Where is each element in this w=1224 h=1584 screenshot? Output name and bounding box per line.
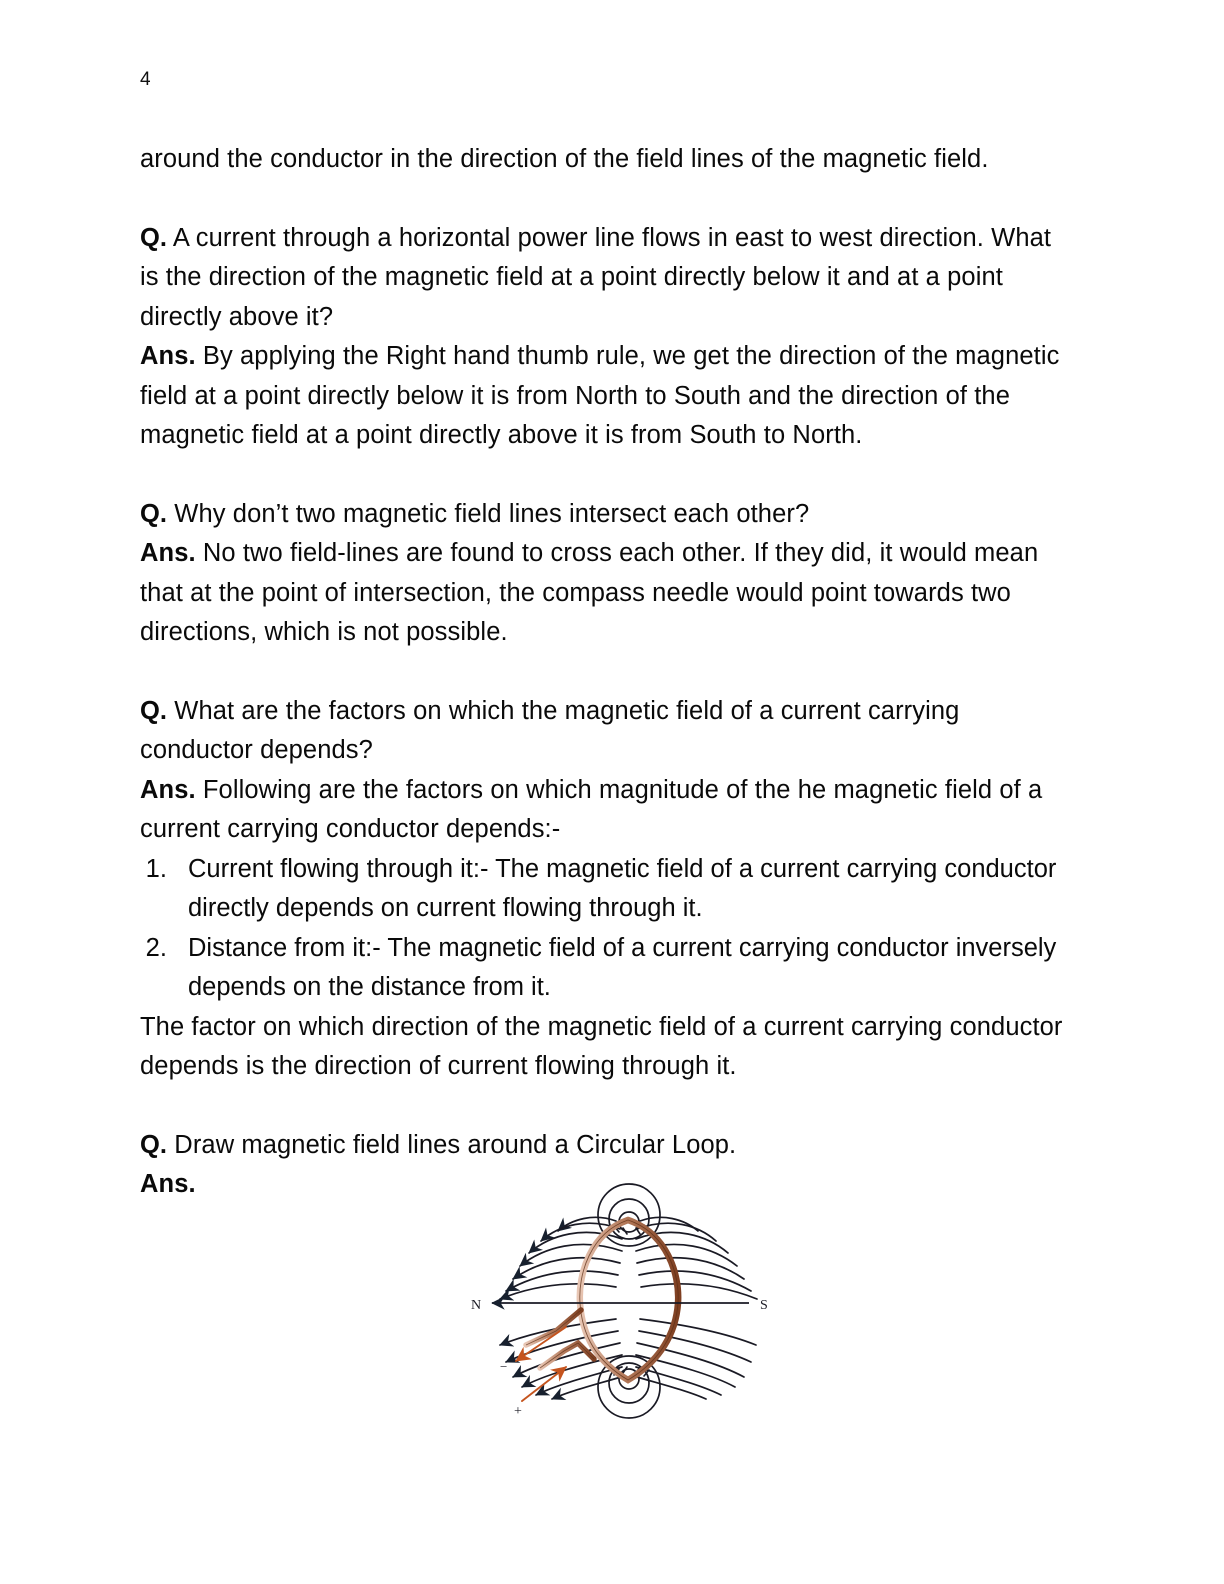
list-item: 2. Distance from it:- The magnetic field of a current carrying conductor inversely depends on the distance from it. (174, 929, 1070, 1008)
q-label: Q. (140, 1130, 168, 1159)
list-item: 1. Current flowing through it:- The magnetic field of a current carrying conductor directly depends on current flowing through it. (174, 850, 1070, 929)
question-3 (140, 692, 1070, 771)
ans-label: Ans. (140, 539, 196, 567)
answer-1 (140, 337, 1070, 456)
q-label: Q. (140, 223, 168, 252)
spacer (140, 456, 1070, 495)
answer-2 (140, 534, 1070, 653)
q4-text: Draw magnetic field lines around a Circular Loop. (167, 1130, 737, 1159)
positive-terminal-label: + (514, 1404, 522, 1419)
paragraph-intro (140, 140, 1070, 180)
spacer (140, 653, 1070, 692)
ans-label: Ans. (140, 1170, 196, 1198)
q2-text: Why don’t two magnetic field lines intersect each other? (167, 499, 810, 528)
a1-text: By applying the Right hand thumb rule, we get the direction of the magnetic field at a point directly below it is from North to South and the direction of the magnetic field at a point directly above it is from South to North. (140, 342, 1060, 449)
ans-label: Ans. (140, 342, 196, 370)
document-body (140, 140, 1070, 1205)
q-label: Q. (140, 696, 168, 725)
north-label: N (471, 1298, 482, 1313)
factors-list (140, 850, 1070, 1008)
spacer (140, 180, 1070, 219)
question-1 (140, 219, 1070, 338)
q1-text: A current through a horizontal power line flows in east to west direction. What is the direction of the magnetic field at a point directly below it and at a point directly above it? (140, 223, 1052, 331)
spacer (140, 1087, 1070, 1126)
closing-text: The factor on which direction of the magnetic field of a current carrying conductor depends is the direction of current flowing through it. (140, 1012, 1063, 1080)
south-label: S (760, 1298, 768, 1313)
a3-text: Following are the factors on which magnitude of the he magnetic field of a current carrying conductor depends:- (140, 775, 1043, 843)
ans-label: Ans. (140, 775, 196, 804)
field-lines-upper-right (636, 1217, 757, 1299)
closing-paragraph (140, 1008, 1070, 1087)
a2-text: No two field-lines are found to cross each other. If they did, it would mean that at the point of intersection, the compass needle would point towards two directions, which is not possible. (140, 539, 1039, 646)
q-label: Q. (140, 499, 168, 528)
question-2 (140, 495, 1070, 535)
negative-terminal-label: − (500, 1359, 508, 1374)
page-number: 4 (140, 69, 151, 90)
intro-text: around the conductor in the direction of the field lines of the magnetic field. (140, 145, 989, 173)
q3-text: What are the factors on which the magnetic field of a current carrying conductor depends? (140, 696, 960, 764)
field-lines-upper-left (500, 1217, 622, 1299)
answer-3 (140, 771, 1070, 850)
circular-loop-field-diagram (444, 1163, 784, 1448)
question-4 (140, 1126, 1070, 1166)
